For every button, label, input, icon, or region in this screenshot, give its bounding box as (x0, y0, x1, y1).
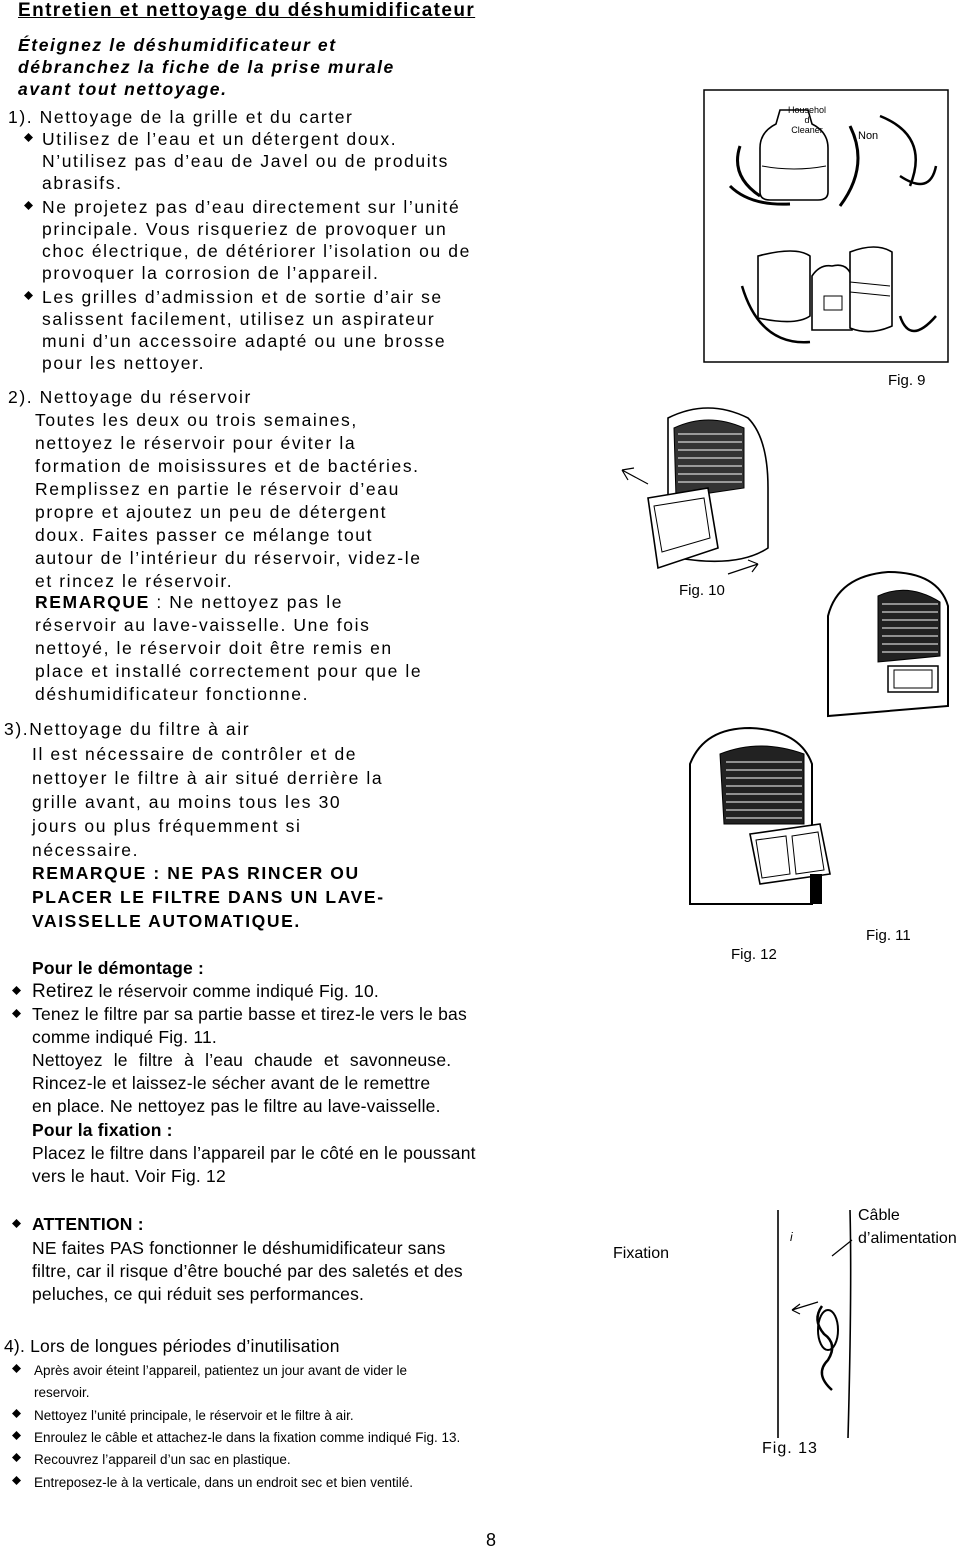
s1-b2-line2: principale. Vous risqueriez de provoquer un (42, 219, 448, 239)
s1-b2-line3: choc électrique, de détériorer l’isolation ou de (42, 241, 471, 261)
s3-line1: Il est nécessaire de contrôler et de (32, 744, 358, 764)
s4-item1-line2: reservoir. (34, 1385, 90, 1400)
s2-line7: autour de l’intérieur du réservoir, videz-le (35, 548, 422, 568)
bullet-diamond-icon (12, 1476, 21, 1485)
page-title: Entretien et nettoyage du déshumidificateur (18, 0, 476, 21)
section3-heading: 3).Nettoyage du filtre à air (4, 719, 251, 739)
attention-heading: ATTENTION : (32, 1214, 144, 1234)
s1-b3-line4: pour les nettoyer. (42, 353, 206, 373)
s1-b3-line2: salissent facilement, utilisez un aspirateur (42, 309, 436, 329)
bullet-diamond-icon (12, 1453, 21, 1462)
s1-b1-line1: Utilisez de l’eau et un détergent doux. (42, 129, 398, 149)
s4-item4: Recouvrez l’appareil d’un sac en plastique. (34, 1452, 291, 1467)
warning-line-1: Éteignez le déshumidificateur et (18, 35, 337, 55)
bullet-diamond-icon (12, 1364, 21, 1373)
demontage-line1: Nettoyez le filtre à l’eau chaude et savonneuse. (32, 1050, 452, 1070)
warning-line-3: avant tout nettoyage. (18, 79, 228, 99)
fig9-bottle-text-1: Househol (787, 105, 827, 115)
fig13-cable-label-1: Câble (858, 1207, 900, 1224)
bullet-diamond-icon (12, 1409, 21, 1418)
s2-line4: Remplissez en partie le réservoir d’eau (35, 479, 400, 499)
s2-line5: propre et ajoutez un peu de détergent (35, 502, 388, 522)
section2-heading: 2). Nettoyage du réservoir (8, 387, 252, 407)
s2-line2: nettoyez le réservoir pour éviter la (35, 433, 357, 453)
s3-line3: grille avant, au moins tous les 30 (32, 792, 342, 812)
s1-b3-line3: muni d’un accessoire adapté ou une brosse (42, 331, 447, 351)
demontage-bullet2-line1: Tenez le filtre par sa partie basse et tirez-le vers le bas (32, 1004, 467, 1024)
attention-line1: NE faites PAS fonctionner le déshumidificateur sans (32, 1238, 446, 1258)
fig13-cable-label-2: d’alimentation (858, 1230, 957, 1247)
s2-note-line3: nettoyé, le réservoir doit être remis en (35, 638, 393, 658)
s4-item3: Enroulez le câble et attachez-le dans la fixation comme indiqué Fig. 13. (34, 1430, 461, 1445)
demontage-bullet1-rest: le réservoir comme indiqué Fig. 10. (93, 981, 379, 1001)
bullet-diamond-icon (12, 1219, 21, 1228)
demontage-bullet1 (32, 980, 379, 1003)
bullet-diamond-icon (12, 1009, 21, 1018)
fig10-label: Fig. 10 (679, 582, 725, 599)
s4-item2: Nettoyez l’unité principale, le réservoir et le filtre à air. (34, 1408, 354, 1423)
s3-line4: jours ou plus fréquemment si (32, 816, 302, 836)
attention-line2: filtre, car il risque d’être bouché par des saletés et des (32, 1261, 463, 1281)
s2-note-line5: déshumidificateur fonctionne. (35, 684, 310, 704)
fig13-mark: i (790, 1230, 793, 1244)
s2-line8: et rincez le réservoir. (35, 571, 234, 591)
s2-note-first: : Ne nettoyez pas le (149, 592, 344, 612)
fig9-bottle-label (787, 105, 827, 135)
demontage-heading: Pour le démontage : (32, 958, 205, 978)
fixation-line1: Placez le filtre dans l’appareil par le côté en le poussant (32, 1143, 476, 1163)
s2-line1: Toutes les deux ou trois semaines, (35, 410, 358, 430)
page-number: 8 (486, 1530, 497, 1550)
s3-line5: nécessaire. (32, 840, 140, 860)
bullet-diamond-icon (24, 133, 33, 142)
s4-item5: Entreposez-le à la verticale, dans un endroit sec et bien ventilé. (34, 1475, 413, 1490)
section1-heading: 1). Nettoyage de la grille et du carter (8, 107, 354, 127)
s1-b3-line1: Les grilles d’admission et de sortie d’air se (42, 287, 443, 307)
s3-note-line1: REMARQUE : NE PAS RINCER OU (32, 863, 360, 883)
fig9-bottle-text-2: d (804, 115, 810, 125)
warning-line-2: débranchez la fiche de la prise murale (18, 57, 395, 77)
fig9-non-label: Non (858, 130, 879, 142)
fig9-label: Fig. 9 (888, 372, 926, 389)
fig11-label: Fig. 11 (866, 927, 911, 944)
s2-line3: formation de moisissures et de bactéries. (35, 456, 420, 476)
s3-note-line3: VAISSELLE AUTOMATIQUE. (32, 911, 301, 931)
bullet-diamond-icon (24, 291, 33, 300)
fig12-illustration (680, 724, 844, 924)
s2-note-line2: réservoir au lave-vaisselle. Une fois (35, 615, 371, 635)
s4-item1-line1: Après avoir éteint l’appareil, patientez un jour avant de vider le (34, 1363, 407, 1378)
demontage-line3: en place. Ne nettoyez pas le filtre au lave-vaisselle. (32, 1096, 441, 1116)
attention-line3: peluches, ce qui réduit ses performances. (32, 1284, 365, 1304)
s2-note-label: REMARQUE (35, 592, 150, 612)
s2-note-line4: place et installé correctement pour que le (35, 661, 423, 681)
demontage-bullet1-start: Retirez (32, 981, 94, 1002)
s2-line6: doux. Faites passer ce mélange tout (35, 525, 374, 545)
s2-note-line1 (35, 591, 343, 613)
demontage-bullet2-line2: comme indiqué Fig. 11. (32, 1027, 217, 1047)
fixation-heading: Pour la fixation : (32, 1120, 173, 1140)
s3-note-line2: PLACER LE FILTRE DANS UN LAVE- (32, 887, 385, 907)
fixation-line2: vers le haut. Voir Fig. 12 (32, 1166, 226, 1186)
bullet-diamond-icon (12, 986, 21, 995)
s1-b1-line2: N’utilisez pas d’eau de Javel ou de produits (42, 151, 449, 171)
fig9-bottle-text-3: Cleaner (791, 125, 823, 135)
s1-b2-line4: provoquer la corrosion de l’appareil. (42, 263, 380, 283)
bullet-diamond-icon (12, 1431, 21, 1440)
fig13-label: Fig. 13 (762, 1440, 818, 1457)
fig12-label: Fig. 12 (731, 946, 777, 963)
demontage-line2: Rincez-le et laissez-le sécher avant de le remettre (32, 1073, 431, 1093)
s1-b1-line3: abrasifs. (42, 173, 123, 193)
section4-heading: 4). Lors de longues périodes d’inutilisation (4, 1336, 340, 1356)
s3-line2: nettoyer le filtre à air situé derrière la (32, 768, 384, 788)
fig10-illustration (618, 398, 778, 584)
bullet-diamond-icon (24, 201, 33, 210)
fig11-illustration (808, 566, 958, 726)
fig13-fixation-label: Fixation (613, 1245, 670, 1262)
s1-b2-line1: Ne projetez pas d’eau directement sur l’unité (42, 197, 461, 217)
